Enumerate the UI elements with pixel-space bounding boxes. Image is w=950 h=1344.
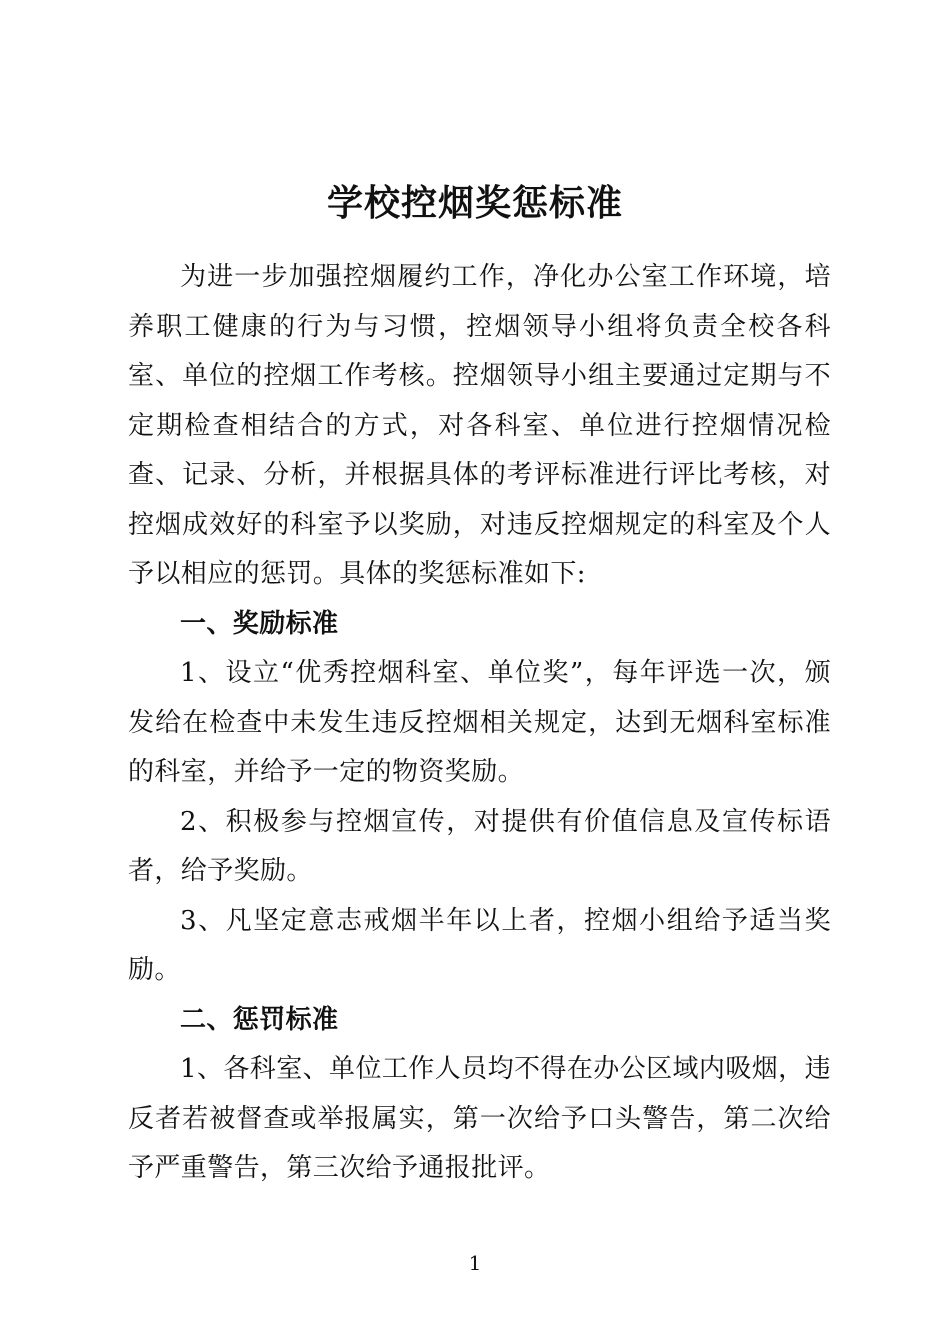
document-title: 学校控烟奖惩标准 xyxy=(326,182,623,224)
section-heading-penalties: 二、惩罚标准 xyxy=(180,1004,339,1035)
reward-item-3: 3、凡坚定意志戒烟半年以上者，控烟小组给予适当奖励。 xyxy=(128,905,831,985)
reward-item-1: 1、设立“优秀控烟科室、单位奖”，每年评选一次，颁发给在检查中未发生违反控烟相关规定，达到无烟科室标准的科室，并给予一定的物资奖励。 xyxy=(128,658,831,787)
intro-paragraph: 为进一步加强控烟履约工作，净化办公室工作环境，培养职工健康的行为与习惯，控烟领导小组将负责全校各科室、单位的控烟工作考核。控烟领导小组主要通过定期与不定期检查相结合的方式，对各科室、单位进行控烟情况检查、记录、分析，并根据具体的考评标准进行评比考核，对控烟成效好的科室予以奖励，对违反控烟规定的科室及个人予以相应的惩罚。具体的奖惩标准如下: xyxy=(128,262,831,589)
page-number: 1 xyxy=(468,1251,482,1275)
penalty-item-1: 1、各科室、单位工作人员均不得在办公区域内吸烟，违反者若被督查或举报属实，第一次给予口头警告，第二次给予严重警告，第三次给予通报批评。 xyxy=(128,1054,831,1183)
section-heading-rewards: 一、奖励标准 xyxy=(180,608,339,639)
reward-item-2: 2、积极参与控烟宣传，对提供有价值信息及宣传标语者，给予奖励。 xyxy=(128,806,831,886)
document-body xyxy=(128,253,831,1194)
